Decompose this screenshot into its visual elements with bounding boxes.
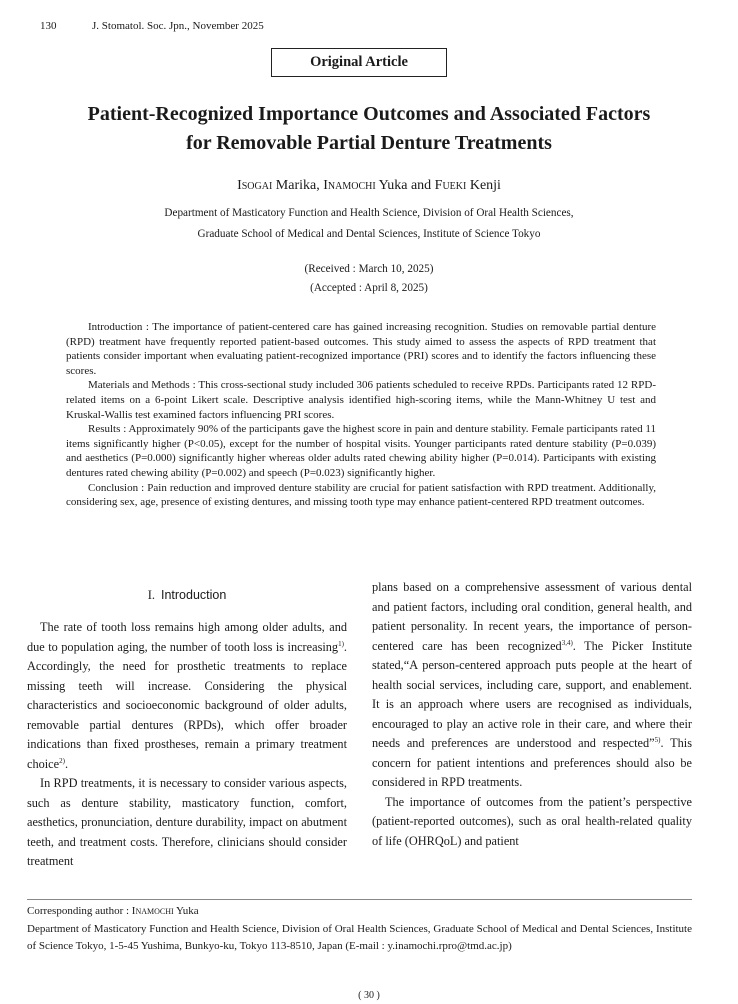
footnote-divider xyxy=(27,899,692,900)
corresponding-author-line xyxy=(27,903,692,921)
corresponding-author-address: Department of Masticatory Function and Health Science, Division of Oral Health Sciences, Graduate School of Medical and Dental Sciences, Institute of Science Tokyo, 1-5-45 Yushima, Bunkyo-ku, Tokyo 113-8510, Japan (E-mail : y.inamochi.rpro@tmd.ac.jp) xyxy=(27,922,692,952)
abstract-results: Results : Approximately 90% of the participants gave the highest score in pain and denture stability. Female participants rated 11 items significantly higher (P<0.05), except for the number of hospital visits. Younger participants rated denture stability (P=0.039) and aesthetics (P=0.000) significantly higher whereas older adults rated chewing ability higher (P=0.014). Participants with existing dentures rated chewing ability (P=0.002) and speech (P=0.023) significantly higher. xyxy=(66,423,656,479)
body-paragraph xyxy=(372,578,692,793)
author-separator: and xyxy=(407,178,435,193)
body-text: . This concern for patient intentions and preferences should also be considered in RPD treatments. xyxy=(372,736,693,789)
section-heading-introduction xyxy=(27,588,347,603)
body-paragraph xyxy=(27,618,347,774)
body-text: . The Picker Institute stated,“A person-centered approach puts people at the heart of health social services, including care, support, and enablement. It is an approach where users are recognised as individuals, encouraged to play an active role in their care, and where their needs and preferences are understood and respected” xyxy=(372,638,692,750)
author-given: Marika xyxy=(275,178,317,193)
citation-ref[interactable]: 3,4) xyxy=(561,638,573,647)
citation-ref[interactable]: 5) xyxy=(654,736,661,744)
title-line-2: for Removable Partial Denture Treatments xyxy=(186,132,552,154)
author-surname: Isogai xyxy=(237,178,273,193)
author-list xyxy=(0,178,738,194)
affiliation-line-1: Department of Masticatory Function and Health Science, Division of Oral Health Sciences, xyxy=(164,207,574,219)
running-head xyxy=(40,20,264,32)
body-text: . Accordingly, the need for prosthetic treatments to replace missing teeth will increase. Considering the physical characteristics and socioeconomic background of older adults, removable partial dentures (RPDs), which offer broader indications than fixed prostheses, remain a primary treatment choice xyxy=(27,639,347,771)
journal-citation: J. Stomatol. Soc. Jpn., November 2025 xyxy=(92,20,264,32)
page-folio: ( 30 ) xyxy=(358,990,380,1001)
received-date: (Received : March 10, 2025) xyxy=(304,263,434,275)
page-number: 130 xyxy=(40,20,57,32)
author-surname: Inamochi xyxy=(323,178,376,193)
author-surname: Fueki xyxy=(434,178,467,193)
article-dates xyxy=(0,260,738,298)
abstract-introduction: Introduction : The importance of patient-centered care has gained increasing recognition. Studies on removable partial denture (RPD) treatment have frequently reported patient-based outcomes. This study aimed to assess the aspects of RPD treatment that patients consider important when evaluating patient-recognized importance (PRI) scores and to identify the factors influencing these scores. xyxy=(66,321,656,377)
citation-ref[interactable]: 1) xyxy=(338,639,344,648)
affiliation xyxy=(0,203,738,245)
section-number: I. xyxy=(147,588,155,602)
article-title xyxy=(0,100,738,158)
affiliation-line-2: Graduate School of Medical and Dental Sciences, Institute of Science Tokyo xyxy=(197,228,541,240)
body-paragraph: In RPD treatments, it is necessary to consider various aspects, such as denture stability, masticatory function, comfort, aesthetics, pronunciation, denture durability, impact on abutment teeth, and treatment costs. Therefore, clinicians should consider treatment xyxy=(27,776,347,868)
title-line-1: Patient-Recognized Importance Outcomes and Associated Factors xyxy=(87,103,651,125)
abstract xyxy=(66,320,656,510)
abstract-conclusion: Conclusion : Pain reduction and improved denture stability are crucial for patient satisfaction with RPD treatment. Additionally, considering sex, age, presence of existing dentures, and missing tooth type may enhance patient-centered RPD treatment outcomes. xyxy=(66,481,656,509)
abstract-methods: Materials and Methods : This cross-sectional study included 306 patients scheduled to receive RPDs. Participants rated 12 RPD-related items on a 6-point Likert scale. Descriptive analysis identified high-scoring items, while the Mann-Whitney U test and Kruskal-Wallis test examined factors influencing PRI scores. xyxy=(66,379,656,421)
body-paragraph: The importance of outcomes from the patient’s perspective (patient-reported outcomes), such as oral health-related quality of life (OHRQoL) and patient xyxy=(372,794,692,848)
article-type-label: Original Article xyxy=(271,48,447,77)
author-given: Yuka xyxy=(378,178,408,193)
body-column-right xyxy=(372,578,692,851)
footnote-label: Corresponding author : xyxy=(27,905,132,917)
section-title: Introduction xyxy=(160,588,227,602)
citation-ref[interactable]: 2) xyxy=(59,756,65,765)
author-given: Kenji xyxy=(469,178,501,193)
body-text: plans based on a comprehensive assessment of various dental and patient factors, including oral condition, general health, and patient personality. In recent years, the importance of person-centered care has been recognized xyxy=(372,580,692,653)
body-text: . xyxy=(64,756,69,771)
footnote-author-surname: Inamochi xyxy=(131,905,174,917)
accepted-date: (Accepted : April 8, 2025) xyxy=(310,282,428,294)
author-separator: , xyxy=(316,178,324,193)
body-column-left xyxy=(27,618,347,872)
footnote-author-given: Yuka xyxy=(173,905,199,917)
corresponding-author-footnote xyxy=(27,903,692,956)
body-text: The rate of tooth loss remains high among older adults, and due to population aging, the number of tooth loss is increasing xyxy=(27,620,347,654)
